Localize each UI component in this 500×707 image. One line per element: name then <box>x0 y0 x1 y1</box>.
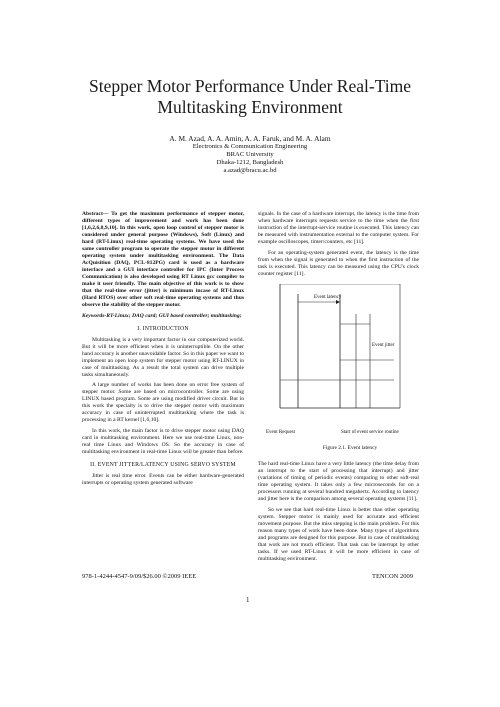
author-email: a.azad@bracu.ac.bd <box>223 167 277 174</box>
section-heading: II. EVENT JITTER/LATENCY USING SERVO SYSTEM <box>90 461 236 468</box>
event-latency-figure <box>278 284 403 410</box>
label-event-request: Event Request <box>266 430 296 435</box>
paragraph: Jitter is real time error. Events can be either hardware-generated interrupts or operating system generated software <box>82 472 244 486</box>
author-block <box>100 134 400 175</box>
paragraph: For an operating-system generated event, the latency is the time from when the signal is generated to when the first instruction of the task is executed. This latency can be measured using the CPU's clock counter register [11]. <box>258 249 419 277</box>
right-column-bottom <box>258 461 419 566</box>
figure-bottom-labels <box>266 430 436 436</box>
label-event-jitter: Event jitter <box>372 343 395 348</box>
author-names: A. M. Azad, A. A. Amin, A. A. Faruk, and M. A. Alam <box>169 134 331 143</box>
latency-arrowhead <box>336 300 340 304</box>
label-event-latency: Event latency <box>314 295 342 300</box>
right-column-top <box>258 211 419 281</box>
affiliation-line: Electronics & Communication Engineering <box>192 143 308 150</box>
figure-caption: Figure 2.1. Event latency <box>322 445 378 451</box>
left-column <box>82 211 244 490</box>
copyright-footer: 978-1-4244-4547-9/09/$26.00 ©2009 IEEE <box>82 573 197 580</box>
paragraph: The hard real-time Linux have a very little latency (the time delay from an interrupt to the start of processing that interrupt) and jitter (variations of timing of periodic events) comparing to other soft-real time operating system. It takes only a few microseconds for on a processors running at several hundred megahertz. According to latency and jitter here is the comparison among several operating systems [11]. <box>258 461 419 502</box>
affiliation-line: Dhaka-1212, Bangladesh <box>216 159 284 166</box>
paragraph: Multitasking is a very important factor in our computerized world. But it will be more efficient when it is uninterruptible. On the other hand accuracy is another unavoidable factor. So in this paper we want to implement an open loop system for stepper motor using RT-LINUX in case of multitasking. As a result the total system can drive multiple tasks simultaneously. <box>82 336 245 378</box>
keywords: Keywords-RT-Linux; DAQ card; GUI based controller; multitasking; <box>82 312 242 319</box>
label-service-start: Start of event service routine <box>341 430 399 435</box>
abstract: Abstract— To get the maximum performance of stepper motor, different types of improvement and work has been done [1,6,2,6,8,9,10]. In this work, open loop control of stepper motor is considered under general purpose (Windows), Soft (Linux) and hard (RT-Linux) real-time operating systems. We have used the same controller program to operate the stepper motor in different operating system under multitasking environment. The Data AcQuisition (DAQ, PCL-812PG) card is used as a hardware interface and a GUI interface controller for IPC (Inter Process Communication) is also developed using RT Linux gcc compiler to make it user friendly. The main objective of this work is to show that the real-time error (jitter) is minimum incase of RT-Linux (Hard RTOS) over other soft real-time operating systems and thus observe the stability of the stepper motor. <box>82 211 244 308</box>
section-heading: I. INTRODUCTION <box>137 325 189 332</box>
paragraph: A large number of works has been done on error free system of stepper motor. Some are based on microcontroller. Some are using LINUX based program. Some are using modified driver circuit. But in this work the specialty is to drive the stepper motor with maximum accuracy in case of uninterrupted multitasking where the task is processing in a RT kernel [1,6,10]. <box>82 382 244 423</box>
paragraph: So we see that hard real-time Linux is better than other operating system. Stepper motor is mainly used for accurate and efficient movement purpose. But the miss stepping is the main problem. For this reason many types of work have been done. Many types of algorithms and programs are designed for this purpose. But in case of multitasking that work are not much efficient. That task can be interrupt by other tasks. If we used RT-Linux it will be more efficient in case of multitasking environment. <box>258 506 419 562</box>
affiliation-line: BRAC University <box>226 151 274 158</box>
paragraph: In this work, the main factor is to drive stepper motor using DAQ card in multitasking environment. Here we use real-time Linux, non-real time Linux and Windows OS. So the accuracy in case of multitasking environment in real-time Linux will be greater than before. <box>82 427 244 455</box>
conference-footer: TENCON 2009 <box>372 573 413 580</box>
paper-title: Stepper Motor Performance Under Real-Time Multitasking Environment <box>88 76 412 117</box>
page-number: 1 <box>246 596 250 604</box>
paragraph: signals. In the case of a hardware interrupt, the latency is the time from when hardware interrupts requests service to the time when the first instruction of the interrupt-service routine is executed. This latency can be measured with instrumentation external to the computer system. For example oscilloscopes, timer/counters, etc [11]. <box>258 211 419 245</box>
